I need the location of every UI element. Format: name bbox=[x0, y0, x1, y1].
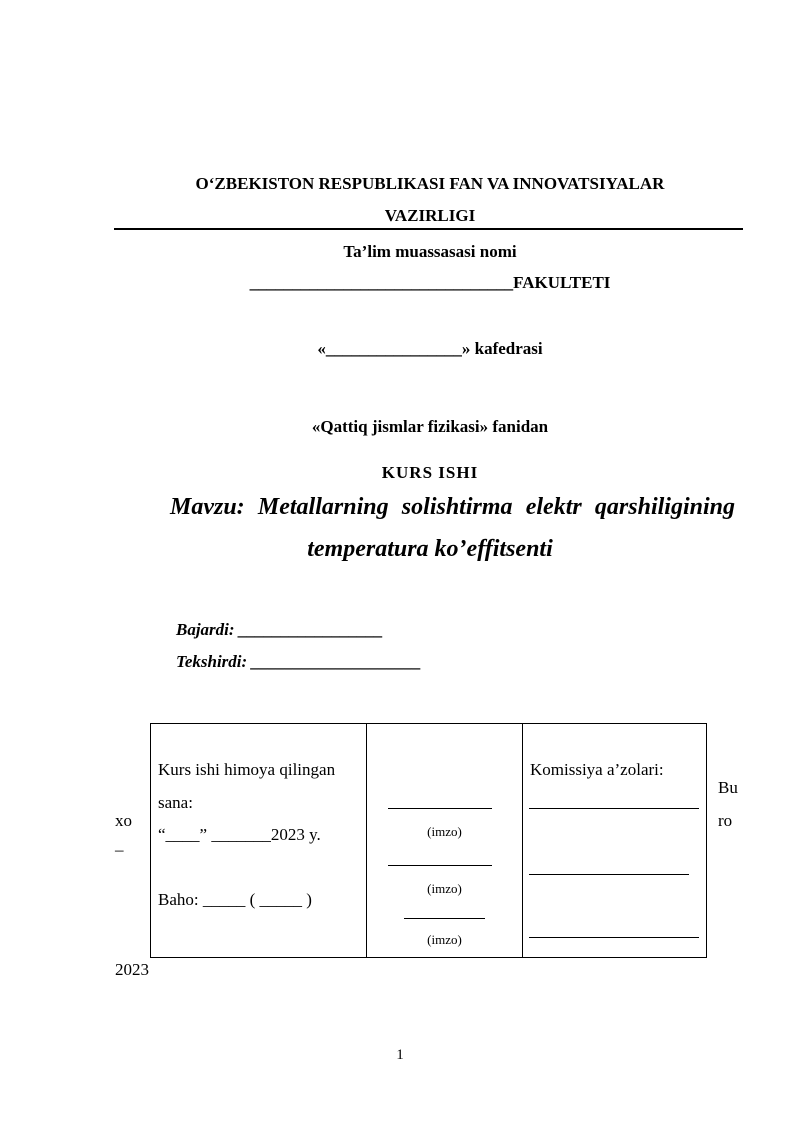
signature-line-3 bbox=[404, 918, 485, 919]
grade-field: Baho: _____ ( _____ ) bbox=[158, 890, 312, 909]
signature-line-2 bbox=[388, 865, 492, 866]
ministry-title-line1: O‘ZBEKISTON RESPUBLIKASI FAN VA INNOVATSIYALAR bbox=[195, 174, 665, 193]
commission-label: Komissiya a’zolari: bbox=[530, 760, 664, 779]
defense-table bbox=[150, 723, 707, 958]
side-text-left: xo bbox=[115, 811, 132, 830]
signature-caption-1: (imzo) bbox=[427, 824, 462, 839]
side-text-left-dash: – bbox=[115, 840, 124, 859]
faculty-line: _______________________________FAKULTETI bbox=[249, 273, 611, 292]
defense-date-label-line2: sana: bbox=[158, 793, 193, 812]
signature-caption-3: (imzo) bbox=[427, 932, 462, 947]
defense-date-label-line1: Kurs ishi himoya qilingan bbox=[158, 760, 336, 779]
side-text-right-bottom: ro bbox=[718, 811, 733, 830]
topic-line-1: Mavzu: Metallarning solishtirma elektr qarshiligining bbox=[170, 494, 735, 520]
ministry-title-line2: VAZIRLIGI bbox=[384, 206, 476, 225]
department-line: «________________» kafedrasi bbox=[317, 339, 543, 358]
ministry-underline bbox=[114, 228, 743, 230]
commission-line-3 bbox=[529, 937, 699, 938]
defense-date-field: “____” _______2023 y. bbox=[158, 825, 321, 844]
signature-caption-2: (imzo) bbox=[427, 881, 462, 896]
year-text: 2023 bbox=[115, 960, 149, 979]
table-divider-2 bbox=[522, 724, 523, 957]
executor-signature-line: Bajardi: _________________ bbox=[176, 620, 384, 639]
subject-line: «Qattiq jismlar fizikasi» fanidan bbox=[311, 417, 549, 436]
signature-line-1 bbox=[388, 808, 492, 809]
commission-line-2 bbox=[529, 874, 689, 875]
topic-line-2: temperatura ko’effitsenti bbox=[307, 536, 553, 562]
page-number: 1 bbox=[396, 1047, 404, 1063]
institution-name: Ta’lim muassasasi nomi bbox=[343, 242, 517, 261]
commission-line-1 bbox=[529, 808, 699, 809]
work-type-heading: KURS ISHI bbox=[381, 463, 479, 482]
checker-signature-line: Tekshirdi: ____________________ bbox=[176, 652, 422, 671]
side-text-right-top: Bu bbox=[718, 778, 738, 797]
